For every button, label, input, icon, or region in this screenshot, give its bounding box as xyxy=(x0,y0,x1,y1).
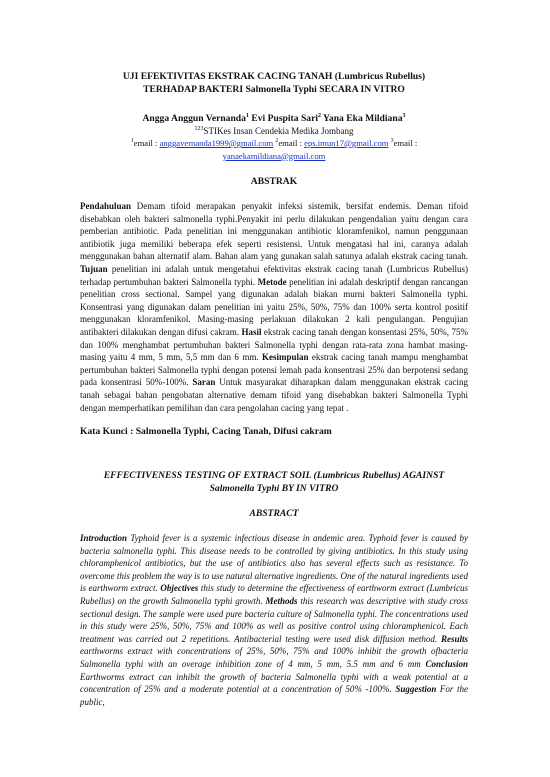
abstrak-hasil: ekstrak cacing tanah dengan konsentasi 25%, 50%, 75% dan 100% menghambat pertumbuhan bakteri Salmonella typhi dengan rata-rata zona hambat masing-masing yaitu 4 mm, 5 mm, 5,5 mm dan 6 mm. xyxy=(80,326,468,363)
email-3-link[interactable]: yanaekamildiana@gmail.com xyxy=(222,150,326,161)
abstrak-heading: ABSTRAK xyxy=(250,176,298,187)
email-2-link[interactable]: eps.imun17@gmail.com xyxy=(304,138,389,148)
author-list xyxy=(80,113,468,125)
abstract-heading: ABSTRACT xyxy=(249,508,299,520)
abstrak-kesimpulan-head: Kesimpulan xyxy=(261,352,309,363)
english-title xyxy=(80,469,468,495)
affiliation-sup: 123 xyxy=(194,126,204,132)
email-3-sup: 3 xyxy=(390,138,394,145)
email-2-sup: 2 xyxy=(275,138,279,145)
abstract-objectives: this study to determine the effectiveness of earthworm extract (Lumbricus Rubellus) on the growth Salmonella typhi growth. xyxy=(80,583,469,607)
abstrak-body xyxy=(80,200,468,414)
abstract-suggestion: For the public, xyxy=(80,684,468,707)
email-1-sup: 1 xyxy=(130,138,134,145)
english-title-line-1: EFFECTIVENESS TESTING OF EXTRACT SOIL (Lumbricus Rubellus) AGAINST xyxy=(103,470,445,482)
abstrak-tujuan-head: Tujuan xyxy=(80,263,108,274)
abstrak-pendahuluan-head: Pendahuluan xyxy=(80,201,132,211)
email-1-link[interactable]: anggavernanda1999@gmail.com xyxy=(159,138,274,148)
abstrak-metode: penelitian ini adalah deskriptif dengan rancangan penelitian cross sectional. Sampel yang digunakan adalah biakan murni bakteri Salmonella typhi. Konsentrasi yang digunakan dalam penelitian ini yaitu 25%, 50%, 75% dan 100% serta kontrol positif menggunakan kloramfenikol. Masing-masing perlakuan dilakukan 2 kali pengulangan. Pengujian antibakteri dilakukan dengan difusi cakram. xyxy=(80,276,468,337)
abstrak-saran-head: Saran xyxy=(192,377,216,388)
abstract-suggestion-head: Suggestion xyxy=(395,684,437,695)
abstract-conclusion-head: Conclusion xyxy=(425,659,468,670)
paper-title xyxy=(80,70,468,96)
email-1-label: email : xyxy=(133,138,160,148)
paper-page xyxy=(80,70,468,708)
author-3-sup: 3 xyxy=(402,112,406,119)
abstract-methods: this research was descriptive with study cross sectional design. The sample were used pure bacteria culture of Salmonella typhi. The concentrations used in this study were 25%, 50%, 75% and 100% as well as positive control using chloramphenicol. Each treatment was carried out 2 repetitions. Antibacterial testing were used disk diffusion method. xyxy=(80,596,468,644)
abstrak-saran: Untuk masyarakat diharapkan dalam menggunakan ekstrak cacing tanah sebagai bahan pengobatan alternative demam tifoid yang disebabkan bakteri Salmonella Typhi dengan memperhatikan pemilihan dan cara pengolahan cacing yang tepat . xyxy=(80,377,468,413)
abstract-body xyxy=(80,532,468,708)
abstract-objectives-head: Objectives xyxy=(160,583,199,594)
email-block xyxy=(80,137,468,162)
abstract-methods-head: Methods xyxy=(265,596,298,607)
abstrak-tujuan: penelitian ini adalah untuk mengetahui efektivitas ekstrak cacing tanah (Lumbricus Rubellus) terhadap pertumbuhan bakteri Salmonella typhi. xyxy=(80,263,468,287)
author-1: Angga Anggun Vernanda xyxy=(142,113,246,124)
affiliation-text: STIKes Insan Cendekia Medika Jombang xyxy=(203,126,354,136)
abstrak-kesimpulan: ekstrak cacing tanah mampu menghambat pertumbuhan bakteri Salmonella typhi dengan potensi lemah pada konsentrasi 25% dan berpotensi sedang pada konsentrasi 50%-100%. xyxy=(80,352,468,388)
abstrak-hasil-head: Hasil xyxy=(241,326,262,337)
email-3-label: email : xyxy=(393,138,418,148)
author-1-sup: 1 xyxy=(245,112,249,119)
abstract-conclusion: Earthworms extract can inhibit the growth of bacteria Salmonella typhi with a weak potential at a concentration of 25% and a moderate potential at a concentration of 50% -100%. xyxy=(80,671,468,695)
abstract-results-head: Results xyxy=(440,633,468,644)
author-3: Yana Eka Mildiana xyxy=(323,113,403,124)
english-title-line-2: Salmonella Typhi BY IN VITRO xyxy=(209,483,339,495)
email-2-label: email : xyxy=(278,138,305,148)
author-2-sup: 2 xyxy=(318,112,321,119)
title-line-2: TERHADAP BAKTERI Salmonella Typhi SECARA IN VITRO xyxy=(143,84,405,95)
abstract-results: earthworms extract with concentrations of 25%, 50%, 75% and 100% inhibit the growth ofbacteria Salmonella typhi with an overage inhibition zone of 4 mm, 5 mm, 5.5 mm and 6 mm xyxy=(80,646,468,670)
abstract-introduction: Typhoid fever is a systemic infectious disease in andemic area. Typhoid fever is caused by bacteria salmonella typhi. This disease needs to be controlled by giving antibiotics. In this study using chloramphenicol antibiotics, but the use of antibiotics also has several effects such as resistance. To overcome this problem the way is to use natural alternative ingredients. One of the natural ingredients used is earthworm extract. xyxy=(80,533,468,594)
abstrak-pendahuluan: Demam tifoid merapakan penyakit infeksi sistemik, bersifat endemis. Deman tifoid disebabkan oleh bakteri salmonella typhi.Penyakit ini perlu dilakukan pengendalian yaitu dengan cara pemberian antibiotic. Pada penelitian ini menggunakan antibiotic kloramfenikol, namun penggunaan antibiotik juga memiliki beberapa efek seperti resistensi. Untuk mengatasi hal ini, caranya adalah menggunakan bahan alternatif alam. Bahan alam yang gunakan salah satunya adalah ekstrak cacing tanah. xyxy=(80,201,468,262)
abstract-introduction-head: Introduction xyxy=(80,533,128,544)
affiliation xyxy=(80,125,468,137)
abstrak-metode-head: Metode xyxy=(257,276,287,287)
title-line-1: UJI EFEKTIVITAS EKSTRAK CACING TANAH (Lumbricus Rubellus) xyxy=(122,71,426,82)
author-2: Evi Puspita Sari xyxy=(251,113,318,124)
keywords: Kata Kunci : Salmonella Typhi, Cacing Tanah, Difusi cakram xyxy=(80,426,332,438)
